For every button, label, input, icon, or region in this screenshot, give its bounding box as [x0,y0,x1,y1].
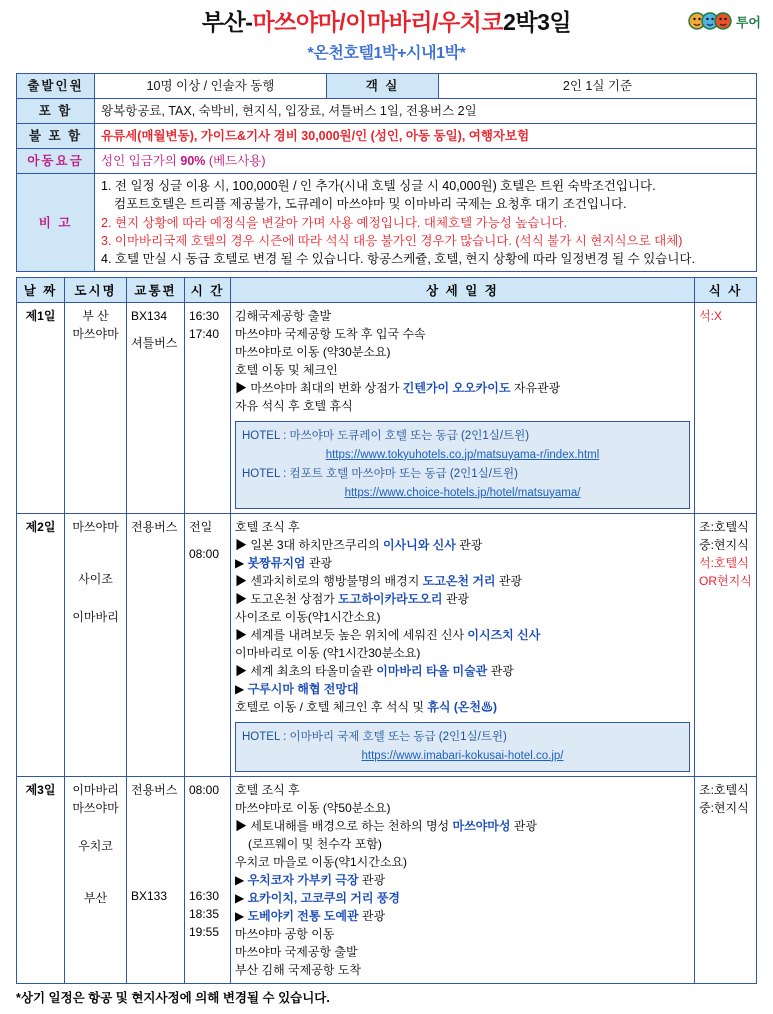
spacer [69,588,122,608]
table-row [17,73,757,98]
day1-time-1: 16:30 [189,308,220,323]
info-notes [95,174,757,272]
day1-hotel-1: HOTEL : 마쓰야마 도큐레이 호텔 또는 동급 (2인1실/트윈) [242,429,530,442]
info-value-room: 2인 1실 기준 [439,73,757,98]
day2-city-3: 이마바리 [72,609,119,624]
day3-cities [65,776,127,983]
day2-detail-2: ▶ 일본 3대 하치만즈쿠리의 이사니와 신사 관광 [235,537,483,552]
day3-detail-7: ▶ 요카이치, 고코쿠의 거리 풍경 [235,890,401,905]
day1-time-2: 17:40 [189,326,220,341]
day2-hotel-url-1[interactable]: https://www.imabari-kokusai-hotel.co.jp/ [361,749,564,762]
day3-city-1: 이마바리 [72,782,119,797]
day2-detail-8: 이마바리로 이동 (약1시간30분소요) [235,645,421,660]
day1-detail-1: 김해국제공항 출발 [235,308,332,323]
day1-transport-2: 셔틀버스 [131,335,178,350]
day1-detail-5: ▶ 마쓰야마 최대의 번화 상점가 긴텐가이 오오카이도 자유관광 [235,380,561,395]
logo-text: 투어 [735,14,761,30]
day1-detail-2: 마쓰야마 국제공항 도착 후 입국 수속 [235,326,426,341]
table-row [17,776,757,983]
day3-detail-4: (로프웨이 및 천수각 포함) [248,836,382,851]
day3-city-4: 부산 [83,890,108,905]
col-header-city: 도시명 [65,277,127,302]
day1-meals [695,302,757,513]
info-label-departure: 출발인원 [17,73,95,98]
spacer [69,536,122,570]
note-line-4: 3. 이마바리국제 호텔의 경우 시즌에 따라 석식 대응 불가인 경우가 많습니다. (석식 불가 시 현지식으로 대체) [101,233,683,248]
spacer [69,855,122,889]
info-value-departure: 10명 이상 / 인솔자 동행 [95,73,327,98]
note-line-5: 4. 호텔 만실 시 동급 호텔로 변경 될 수 있습니다. 항공스케쥴, 호텔, 현지 상황에 따라 일정변경 될 수 있습니다. [101,251,695,266]
col-header-date: 날 짜 [17,277,65,302]
schedule-table [16,277,757,984]
col-header-detail: 상 세 일 정 [231,277,695,302]
day1-hotel-url-2[interactable]: https://www.choice-hotels.jp/hotel/matsuyama/ [344,486,581,499]
note-line-2: 컴포트호텔은 트리플 제공불가, 도큐레이 마쓰야마 및 이마바리 국제는 요청후 대기 조건입니다. [114,197,627,212]
info-value-excluded: 유류세(매월변동), 가이드&기사 경비 30,000원/인 (성인, 아동 동일), 여행자보험 [95,124,757,149]
day1-label: 제1일 [17,302,65,513]
table-row [17,302,757,513]
table-row [17,149,757,174]
spacer [189,799,226,833]
day1-hotel-url-1[interactable]: https://www.tokyuhotels.co.jp/matsuyama-r/index.html [325,448,600,461]
day3-detail-8: ▶ 도베야키 전통 도예관 관광 [235,908,386,923]
note-line-1: 1. 전 일정 싱글 이용 시, 100,000원 / 인 추가(시내 호텔 싱글 시 40,000원) 호텔은 트윈 숙박조건입니다. [101,179,656,194]
table-row [17,124,757,149]
day2-meal-4: OR현지식 [699,573,752,588]
day2-meal-1: 조:호텔식 [699,519,749,534]
day1-detail-3: 마쓰야마로 이동 (약30분소요) [235,344,391,359]
day2-times [185,513,231,776]
day3-transport-2: BX133 [131,888,168,903]
day3-transport [127,776,185,983]
day2-detail-9: ▶ 세계 최초의 타올미술관 이마바리 타올 미술관 관광 [235,663,514,678]
page-title [0,8,773,37]
day3-meals [695,776,757,983]
day1-transport-1: BX134 [131,308,168,323]
info-table [16,73,757,272]
col-header-transport: 교통편 [127,277,185,302]
day3-meal-2: 중:현지식 [699,800,749,815]
table-row [17,513,757,776]
day3-label: 제3일 [17,776,65,983]
day2-detail-11: 호텔로 이동 / 호텔 체크인 후 석식 및 휴식 (온천♨) [235,699,497,714]
day3-city-2: 마쓰야마 [72,800,119,815]
day2-detail-3: ▶ 봇짱뮤지엄 관광 [235,555,333,570]
day2-meal-2: 중:현지식 [699,537,749,552]
day2-hotel-box [235,722,690,772]
day3-detail-3: ▶ 세토내해를 배경으로 하는 천하의 명성 마쓰야마성 관광 [235,818,537,833]
title-part1: 부산- [201,9,253,35]
info-label-child: 아동요금 [17,149,95,174]
day1-details [231,302,695,513]
spacer [189,536,226,545]
day1-city-2: 마쓰야마 [72,326,119,341]
day3-time-4: 19:55 [189,924,220,939]
day2-time-1: 전일 [189,519,213,534]
day2-cities [65,513,127,776]
schedule-header-row [17,277,757,302]
day1-cities [65,302,127,513]
day3-details [231,776,695,983]
day3-city-3: 우치코 [78,838,113,853]
logo-mascot-icon [688,10,734,32]
day2-detail-6: 사이조로 이동(약1시간소요) [235,609,381,624]
day1-hotel-box [235,421,690,509]
title-part3: 2박3일 [503,9,572,35]
table-row [17,98,757,123]
day2-detail-1: 호텔 조식 후 [235,519,300,534]
company-logo [688,10,761,32]
table-row [17,174,757,272]
day2-detail-5: ▶ 도고온천 상점가 도고하이카라도오리 관광 [235,591,470,606]
day3-time-2: 16:30 [189,888,220,903]
day3-detail-11: 부산 김해 국제공항 도착 [235,962,361,977]
col-header-meal: 식 사 [695,277,757,302]
info-value-child: 성인 입금가의 90% (베드사용) [95,149,757,174]
day3-detail-2: 마쓰야마로 이동 (약50분소요) [235,800,391,815]
day2-transport [127,513,185,776]
day3-meal-1: 조:호텔식 [699,782,749,797]
day3-detail-9: 마쓰야마 공항 이동 [235,926,335,941]
day3-detail-10: 마쓰야마 국제공항 출발 [235,944,358,959]
col-header-time: 시 간 [185,277,231,302]
day2-label: 제2일 [17,513,65,776]
day3-transport-1: 전용버스 [131,782,178,797]
page-header [0,0,773,65]
footnote: *상기 일정은 항공 및 현지사정에 의해 변경될 수 있습니다. [16,990,330,1005]
day2-time-2: 08:00 [189,546,220,561]
info-label-included: 포 함 [17,98,95,123]
day1-times [185,302,231,513]
day1-transport [127,302,185,513]
day2-transport-1: 전용버스 [131,519,178,534]
day2-hotel-1: HOTEL : 이마바리 국제 호텔 또는 동급 (2인1실/트윈) [242,730,507,743]
day2-detail-4: ▶ 센과치히로의 행방불명의 배경지 도고온천 거리 관광 [235,573,523,588]
spacer [131,867,180,887]
day2-detail-7: ▶ 세계를 내려보듯 높은 위치에 세워진 신사 이시즈치 신사 [235,627,541,642]
spacer [131,325,180,334]
day2-detail-10: ▶ 구루시마 해협 전망대 [235,681,359,696]
day2-city-2: 사이조 [78,571,113,586]
day2-meals [695,513,757,776]
spacer [189,867,226,887]
spacer [69,817,122,837]
spacer [131,833,180,867]
day2-meal-3: 석:호텔식 [699,555,749,570]
note-line-3: 2. 현지 상황에 따라 예정식을 변갈아 가며 사용 예정입니다. 대체호텔 가능성 높습니다. [101,215,568,230]
info-value-included: 왕복항공료, TAX, 숙박비, 현지식, 입장료, 셔틀버스 1일, 전용버스 2일 [95,98,757,123]
day3-times [185,776,231,983]
info-label-notes: 비 고 [17,174,95,272]
day3-time-1: 08:00 [189,782,220,797]
info-label-excluded: 불 포 함 [17,124,95,149]
day2-city-1: 마쓰야마 [72,519,119,534]
day1-city-1: 부 산 [82,308,109,323]
day1-meal-1: 석:X [699,308,722,323]
day3-detail-5: 우치코 마을로 이동(약1시간소요) [235,854,408,869]
day1-detail-6: 자유 석식 후 호텔 휴식 [235,398,353,413]
day1-hotel-2: HOTEL : 컴포트 호텔 마쓰야마 또는 동급 (2인1실/트윈) [242,467,518,480]
day3-detail-6: ▶ 우치코자 가부키 극장 관광 [235,872,386,887]
spacer [131,799,180,833]
title-part2: 마쓰야마/이마바리/우치코 [252,9,504,35]
day3-detail-1: 호텔 조식 후 [235,782,300,797]
day3-time-3: 18:35 [189,906,220,921]
day2-details [231,513,695,776]
day1-detail-4: 호텔 이동 및 체크인 [235,362,338,377]
page-subtitle: *온천호텔1박+시내1박* [307,44,466,62]
info-label-room: 객 실 [327,73,439,98]
spacer [189,833,226,867]
